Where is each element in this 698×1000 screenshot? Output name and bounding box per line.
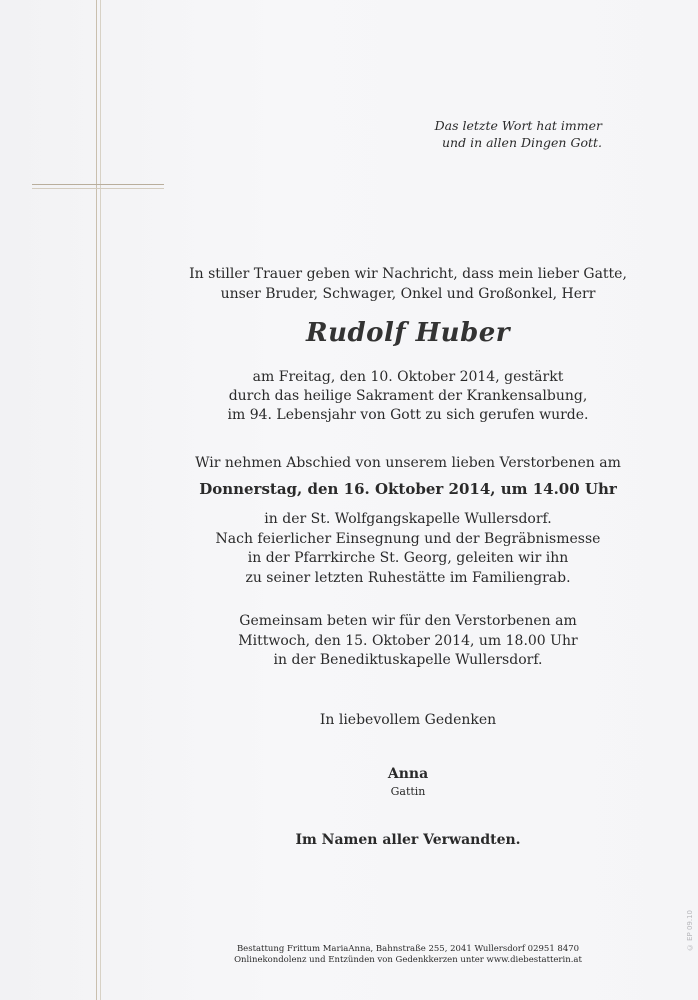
farewell-text: Wir nehmen Abschied von unserem lieben Verstorbenen am	[195, 455, 621, 471]
prayer-service	[150, 612, 666, 671]
cross-ornament-horizontal-shadow	[32, 188, 164, 189]
cross-ornament-vertical-shadow	[100, 0, 101, 1000]
motto-quote	[380, 117, 602, 151]
prayer-line: Gemeinsam beten wir für den Verstorbenen am	[239, 613, 577, 629]
prayer-line: Mittwoch, den 15. Oktober 2014, um 18.00 Uhr	[238, 632, 578, 649]
undertaker-footer	[150, 944, 666, 966]
deceased-name: Rudolf Huber	[305, 318, 511, 348]
place-line: Nach feierlicher Einsegnung und der Begräbnismesse	[215, 530, 601, 547]
place-line: in der Pfarrkirche St. Georg, geleiten wir ihn	[247, 550, 569, 566]
signer-role: Gattin	[390, 785, 426, 798]
place-line: in der St. Wolfgangskapelle Wullersdorf.	[264, 511, 552, 527]
intro-text	[150, 264, 666, 304]
footer-line: Onlinekondolenz und Entzünden von Gedenkkerzen unter www.diebestatterin.at	[234, 955, 582, 965]
signer-name: Anna	[387, 766, 429, 782]
death-line: durch das heilige Sakrament der Krankensalbung,	[228, 388, 588, 404]
funeral-date: Donnerstag, den 16. Oktober 2014, um 14.00 Uhr	[199, 480, 617, 498]
motto-line: Das letzte Wort hat immer	[434, 118, 602, 133]
cross-ornament-vertical	[96, 0, 97, 1000]
prayer-line: in der Benediktuskapelle Wullersdorf.	[273, 652, 543, 668]
place-line: zu seiner letzten Ruhestätte im Familiengrab.	[245, 569, 571, 586]
watermark: © EP 09.10	[686, 910, 694, 952]
death-line: am Freitag, den 10. Oktober 2014, gestärkt	[252, 369, 564, 385]
death-line: im 94. Lebensjahr von Gott zu sich gerufen wurde.	[227, 407, 589, 423]
motto-line: und in allen Dingen Gott.	[442, 135, 602, 150]
cross-ornament-horizontal	[32, 184, 164, 185]
intro-line: In stiller Trauer geben wir Nachricht, dass mein lieber Gatte,	[189, 266, 627, 282]
footer-line: Bestattung Frittum MariaAnna, Bahnstraße 255, 2041 Wullersdorf 02951 8470	[236, 944, 580, 954]
intro-line: unser Bruder, Schwager, Onkel und Großonkel, Herr	[220, 286, 596, 302]
memory-text: In liebevollem Gedenken	[319, 712, 497, 728]
funeral-place	[150, 510, 666, 588]
relatives-text: Im Namen aller Verwandten.	[295, 832, 521, 848]
death-details	[150, 368, 666, 425]
